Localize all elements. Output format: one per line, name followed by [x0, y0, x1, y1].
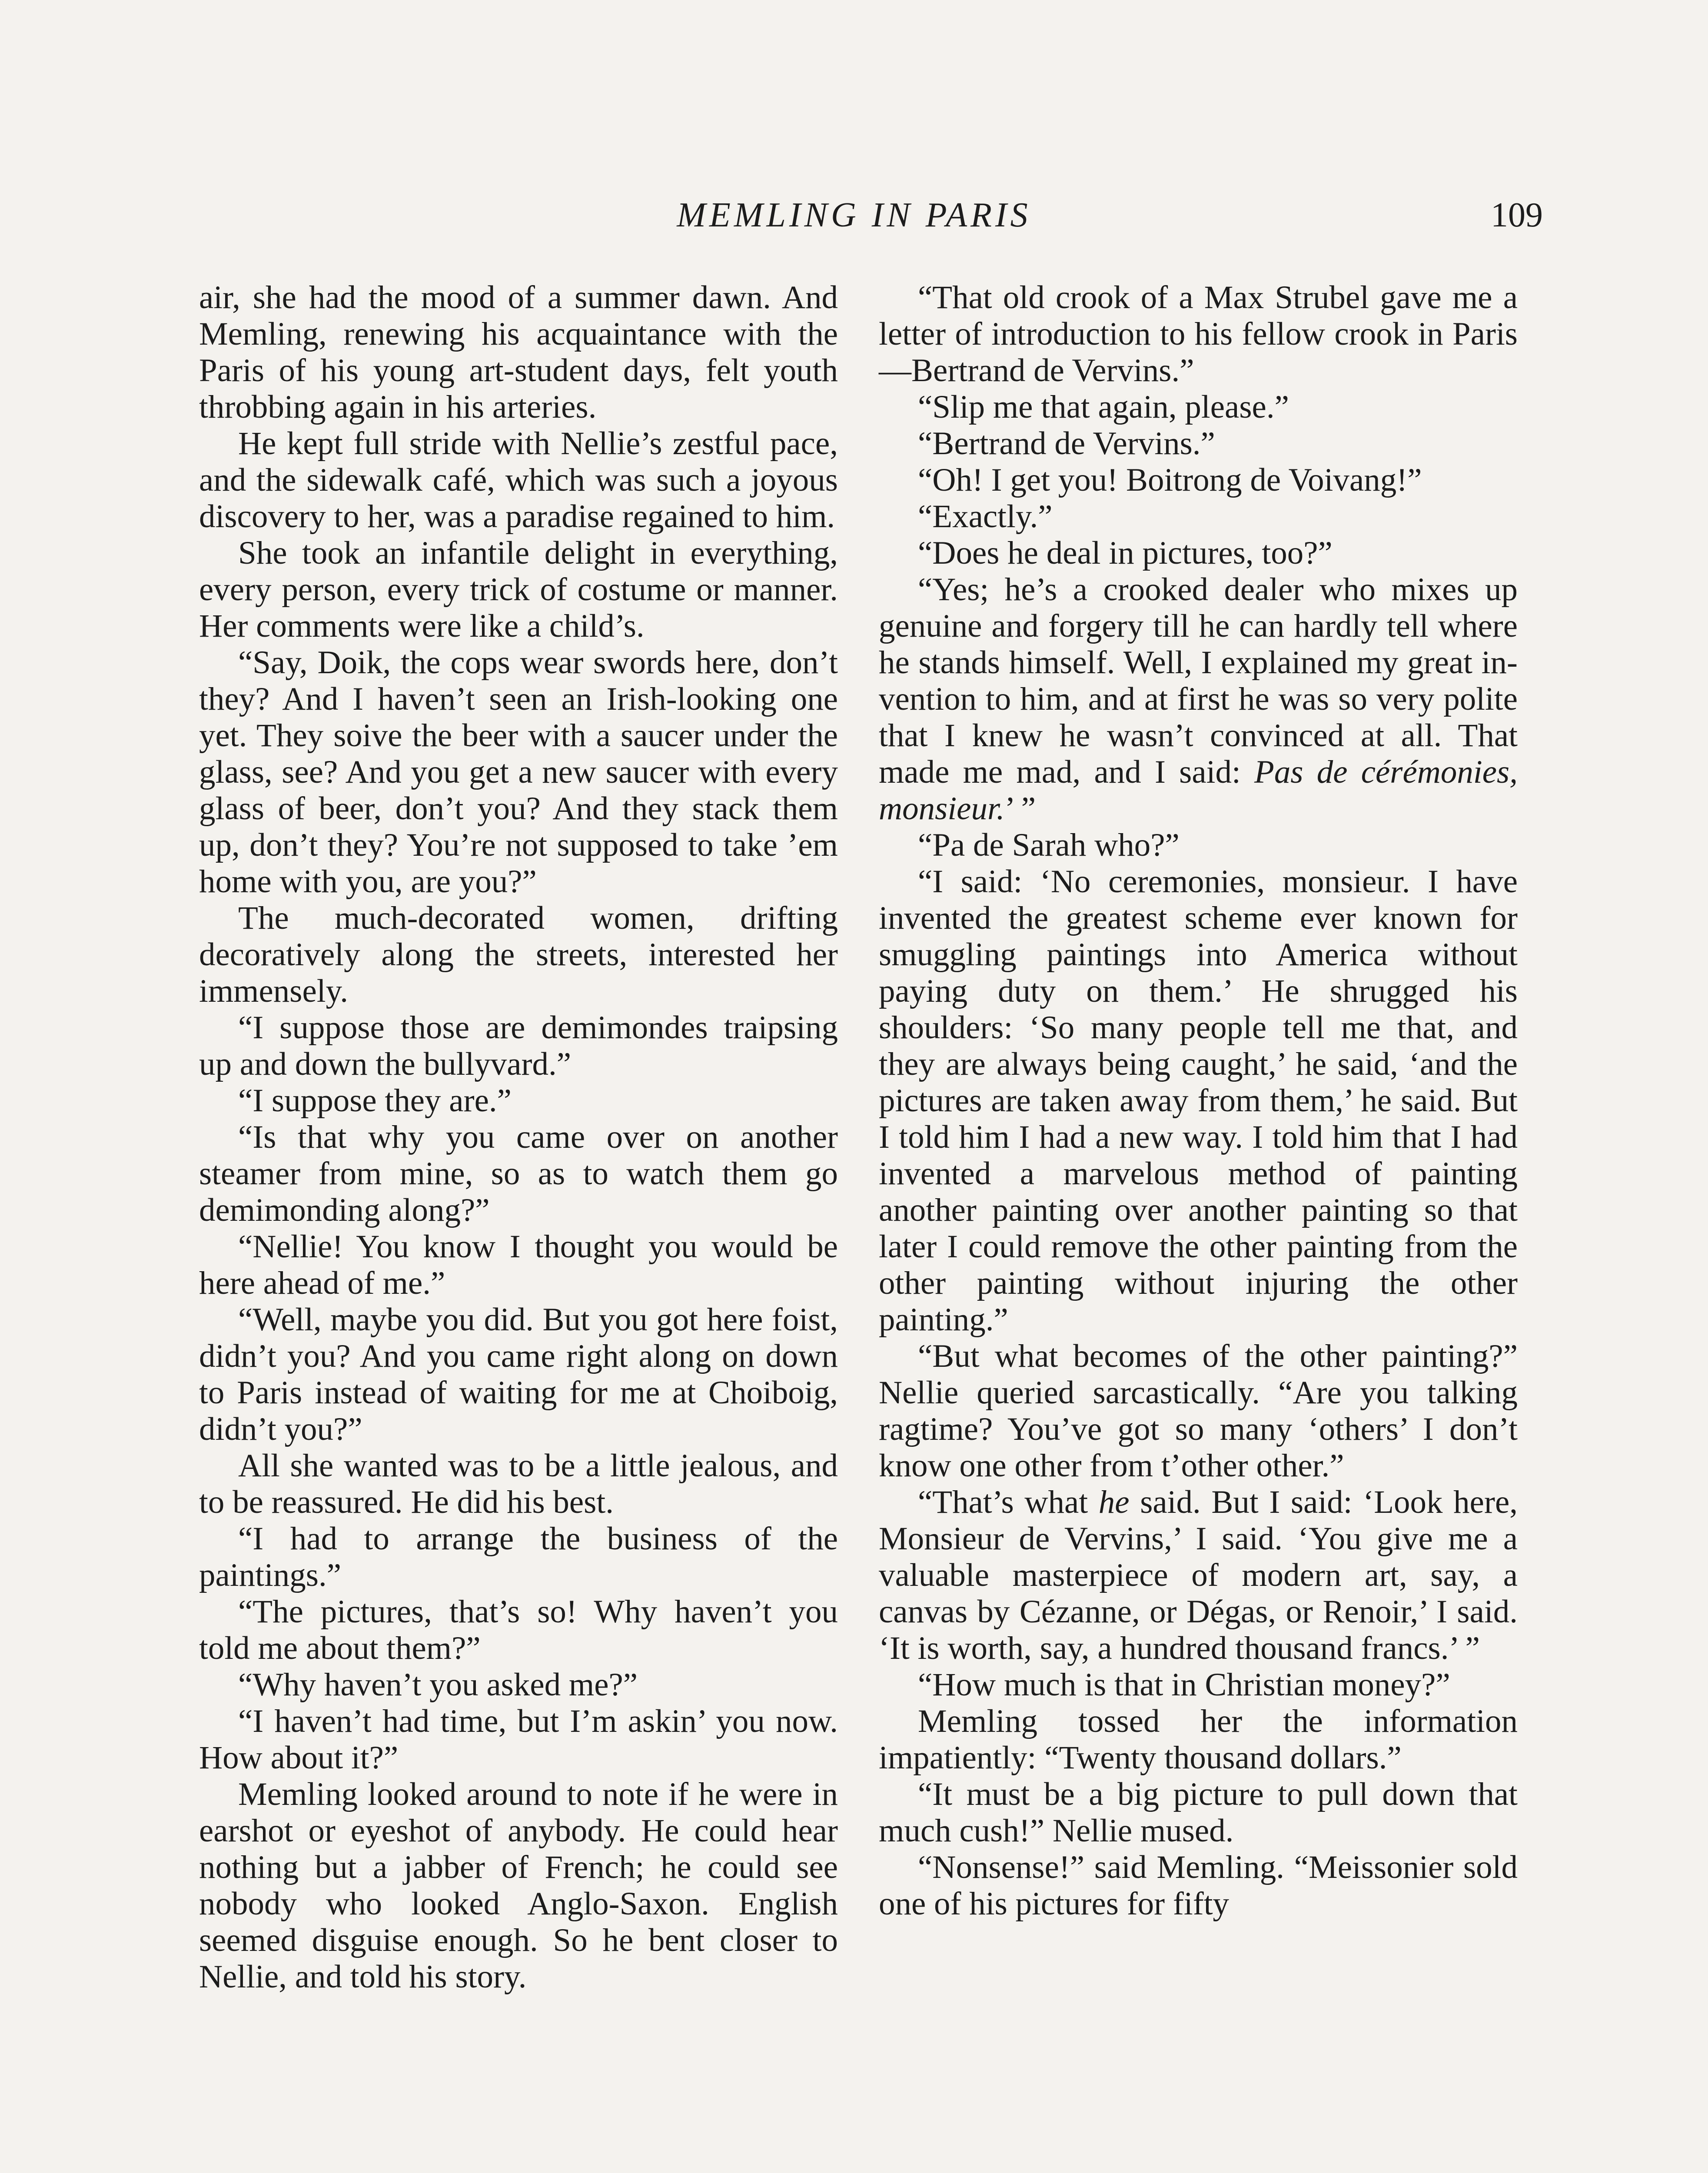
- paragraph: “Pa de Sarah who?”: [918, 827, 1180, 863]
- paragraph: “Bertrand de Vervins.”: [918, 425, 1215, 462]
- paragraph: “That old crook of a Max Strubel gave me a letter of introduction to his fellow crook in Paris—Bertrand de Vervins.”: [879, 279, 1518, 389]
- paragraph: “It must be a big picture to pull down that much cush!” Nellie mused.: [879, 1776, 1518, 1849]
- paragraph: Memling tossed her the information impatiently: “Twenty thousand dollars.”: [879, 1703, 1518, 1776]
- paragraph: “But what becomes of the other painting?” Nellie queried sarcastically. “Are you talking ragtime? You’ve got so many ‘others’ I don’t know one other from t’other other.”: [879, 1338, 1518, 1484]
- page-header: [0, 196, 1708, 248]
- text-run: “That’s what: [918, 1484, 1099, 1520]
- paragraph: “The pictures, that’s so! Why haven’t you told me about them?”: [199, 1594, 838, 1666]
- italic-phrase: Pas de cérémonies, monsieur.: [879, 754, 1518, 827]
- right-column: [879, 279, 1518, 1922]
- paragraph: “I suppose they are.”: [238, 1083, 512, 1119]
- paragraph: “Does he deal in pictures, too?”: [918, 535, 1333, 571]
- paragraph: “How much is that in Christian money?”: [918, 1667, 1450, 1703]
- paragraph: “Is that why you came over on another steamer from mine, so as to watch them go demimonding along?”: [199, 1119, 838, 1228]
- text-run: said. But I said: ‘Look here, Monsieur de Vervins,’ I said. ‘You give me a valuable masterpiece of modern art, say, a canvas by Cézanne, or Dégas, or Renoir,’ I said. ‘It is worth, say, a hundred thousand francs.’ ”: [879, 1484, 1518, 1666]
- page-number: 109: [1491, 196, 1543, 234]
- text-run: “Yes; he’s a crooked dealer who mixes up genuine and forgery till he can hardly tell where he stands himself. Well, I explained my great invention to him, and at first he was so very polite that I knew he wasn’t convinced at all. That made me mad, and I said:: [879, 571, 1518, 790]
- paragraph: He kept full stride with Nellie’s zestful pace, and the sidewalk café, which was such a joyous discovery to her, was a paradise regained to him.: [199, 425, 838, 535]
- paragraph: “Why haven’t you asked me?”: [238, 1667, 638, 1703]
- italic-word: he: [1098, 1484, 1130, 1520]
- paragraph: The much-decorated women, drifting decoratively along the streets, interested her immensely.: [199, 900, 838, 1009]
- paragraph: “Oh! I get you! Boitrong de Voivang!”: [918, 462, 1422, 498]
- paragraph: “Nellie! You know I thought you would be here ahead of me.”: [199, 1229, 838, 1301]
- paragraph: “Nonsense!” said Memling. “Meissonier sold one of his pictures for fifty: [879, 1849, 1518, 1922]
- paragraph: She took an infantile delight in everything, every person, every trick of costume or manner. Her comments were like a child’s.: [199, 535, 838, 644]
- paragraph: “Well, maybe you did. But you got here foist, didn’t you? And you came right along on down to Paris instead of waiting for me at Choiboig, didn’t you?”: [199, 1302, 838, 1447]
- paragraph: air, she had the mood of a summer dawn. And Memling, renewing his acquaintance with the Paris of his young art-student days, felt youth throbbing again in his arteries.: [199, 279, 838, 425]
- paragraph: “I said: ‘No ceremonies, monsieur. I have invented the greatest scheme ever known for smuggling paintings into America without paying duty on them.’ He shrugged his shoulders: ‘So many people tell me that, and they are always being caught,’ he said, ‘and the pictures are taken away from them,’ he said. But I told him I had a new way. I told him that I had invented a marvelous method of painting another painting over another painting so that later I could remove the other painting from the other painting without injuring the other painting.”: [879, 864, 1518, 1338]
- paragraph: “Say, Doik, the cops wear swords here, don’t they? And I haven’t seen an Irish-looking one yet. They soive the beer with a saucer under the glass, see? And you get a new saucer with every glass of beer, don’t you? And they stack them up, don’t they? You’re not supposed to take ’em home with you, are you?”: [199, 645, 838, 900]
- text-run: ’ ”: [1004, 791, 1036, 827]
- paragraph: “Exactly.”: [918, 498, 1053, 535]
- paragraph: “Slip me that again, please.”: [918, 389, 1289, 425]
- paragraph: “I had to arrange the business of the paintings.”: [199, 1521, 838, 1593]
- paragraph: All she wanted was to be a little jealous, and to be reassured. He did his best.: [199, 1448, 838, 1520]
- running-title: MEMLING IN PARIS: [677, 196, 1031, 234]
- paragraph: [879, 1484, 1518, 1667]
- paragraph: [879, 571, 1518, 827]
- paragraph: “I haven’t had time, but I’m askin’ you now. How about it?”: [199, 1703, 838, 1776]
- paragraph: Memling looked around to note if he were in earshot or eyeshot of anybody. He could hear nothing but a jabber of French; he could see nobody who looked Anglo-Saxon. English seemed disguise enough. So he bent closer to Nellie, and told his story.: [199, 1776, 838, 1995]
- left-column: [199, 279, 838, 1995]
- paragraph: “I suppose those are demimondes traipsing up and down the bullyvard.”: [199, 1010, 838, 1082]
